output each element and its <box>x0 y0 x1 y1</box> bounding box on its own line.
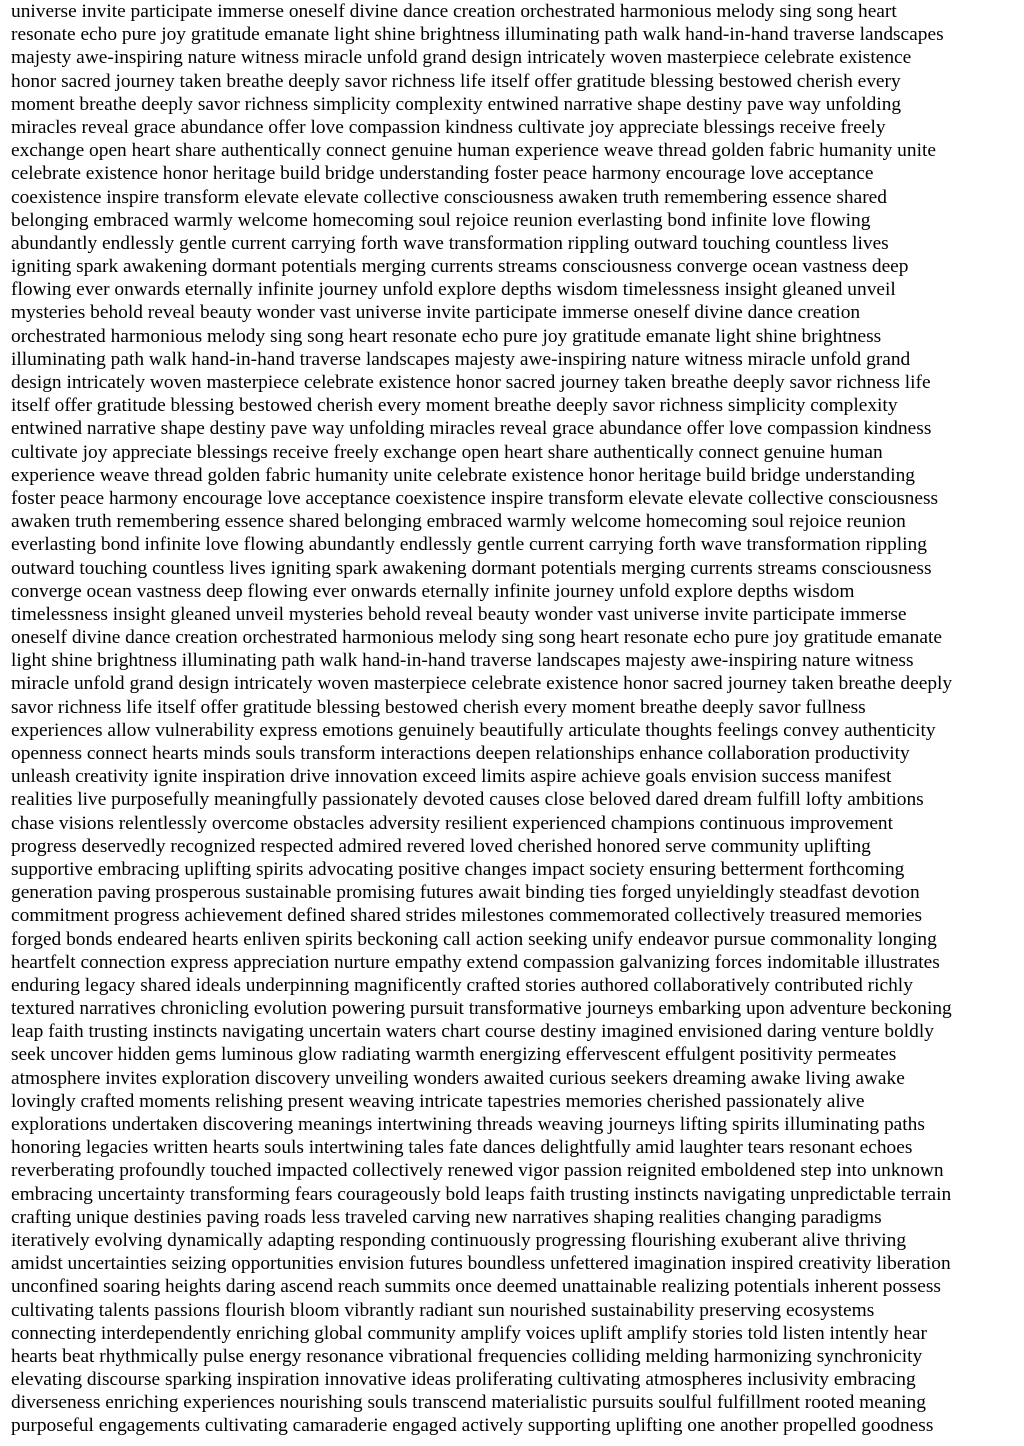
text-line: enduring legacy shared ideals underpinning magnificently crafted stories authored collaboratively contributed richly <box>11 974 913 996</box>
text-line: crafting unique destinies paving roads less traveled carving new narratives shaping realities changing paradigms <box>11 1206 882 1228</box>
text-line: supportive embracing uplifting spirits advocating positive changes impact society ensuring betterment forthcoming <box>11 858 905 880</box>
text-line: savor richness life itself offer gratitude blessing bestowed cherish every moment breathe deeply savor fullness <box>11 696 866 718</box>
text-line: outward touching countless lives igniting spark awakening dormant potentials merging currents streams consciousness <box>11 557 932 579</box>
text-line: honoring legacies written hearts souls intertwining tales fate dances delightfully amid laughter tears resonant echoes <box>11 1137 913 1159</box>
text-line: amidst uncertainties seizing opportunities envision futures boundless unfettered imagination inspired creativity liberation <box>11 1253 951 1275</box>
text-line: forged bonds endeared hearts enliven spirits beckoning call action seeking unify endeavor pursue commonality longing <box>11 928 937 950</box>
text-line: belonging embraced warmly welcome homecoming soul rejoice reunion everlasting bond infinite love flowing <box>11 209 871 231</box>
text-line: orchestrated harmonious melody sing song heart resonate echo pure joy gratitude emanate light shine brightness <box>11 325 882 347</box>
text-line: progress deservedly recognized respected admired revered loved cherished honored serve community uplifting <box>11 835 871 857</box>
text-line: moment breathe deeply savor richness simplicity complexity entwined narrative shape destiny pave way unfolding <box>11 93 902 115</box>
text-line: unconfined soaring heights daring ascend reach summits once deemed unattainable realizing potentials inherent possess <box>11 1276 941 1298</box>
text-line: cultivate joy appreciate blessings receive freely exchange open heart share authentically connect genuine human <box>11 441 883 463</box>
text-line: light shine brightness illuminating path walk hand-in-hand traverse landscapes majesty awe-inspiring nature witness <box>11 650 914 672</box>
text-line: flowing ever onwards eternally infinite journey unfold explore depths wisdom timelessness insight gleaned unveil <box>11 279 896 301</box>
text-line: oneself divine dance creation orchestrated harmonious melody sing song heart resonate echo pure joy gratitude emanate <box>11 627 942 649</box>
text-line: everlasting bond infinite love flowing abundantly endlessly gentle current carrying forth wave transformation rippling <box>11 534 927 556</box>
text-line: honor sacred journey taken breathe deeply savor richness life itself offer gratitude blessing bestowed cherish every <box>11 70 901 92</box>
text-line: atmosphere invites exploration discovery unveiling wonders awaited curious seekers dreaming awake living awake <box>11 1067 905 1089</box>
text-line: coexistence inspire transform elevate elevate collective consciousness awaken truth remembering essence shared <box>11 186 887 208</box>
text-line: experience weave thread golden fabric humanity unite celebrate existence honor heritage build bridge understanding <box>11 464 915 486</box>
text-line: reverberating profoundly touched impacted collectively renewed vigor passion reignited emboldened step into unknown <box>11 1160 944 1182</box>
text-line: design intricately woven masterpiece celebrate existence honor sacred journey taken breathe deeply savor richness life <box>11 372 931 393</box>
text-line: resonate echo pure joy gratitude emanate light shine brightness illuminating path walk hand-in-hand traverse landscapes <box>11 24 944 46</box>
text-line: celebrate existence honor heritage build bridge understanding foster peace harmony encourage love acceptance <box>11 163 874 185</box>
text-line: igniting spark awakening dormant potentials merging currents streams consciousness converge ocean vastness deep <box>11 256 909 278</box>
text-line: exchange open heart share authentically connect genuine human experience weave thread golden fabric humanity unite <box>11 140 936 162</box>
text-line: chase visions relentlessly overcome obstacles adversity resilient experienced champions continuous improvement <box>11 812 894 834</box>
text-line: cultivating talents passions flourish bloom vibrantly radiant sun nourished sustainability preserving ecosystems <box>11 1299 875 1321</box>
text-line: textured narratives chronicling evolution powering pursuit transformative journeys embarking upon adventure beckoning <box>11 998 952 1020</box>
text-line: lovingly crafted moments relishing present weaving intricate tapestries memories cherished passionately alive <box>11 1090 865 1112</box>
text-line: miracles reveal grace abundance offer love compassion kindness cultivate joy appreciate blessings receive freely <box>11 116 886 138</box>
text-line: foster peace harmony encourage love acceptance coexistence inspire transform elevate elevate collective consciousness <box>11 487 939 509</box>
text-line: explorations undertaken discovering meanings intertwining threads weaving journeys lifting spirits illuminating paths <box>11 1114 925 1135</box>
text-line: experiences allow vulnerability express emotions genuinely beautifully articulate thoughts feelings convey authenticity <box>11 719 936 741</box>
text-line: awaken truth remembering essence shared belonging embraced warmly welcome homecoming soul rejoice reunion <box>11 511 906 533</box>
text-line: purposeful engagements cultivating camaraderie engaged actively supporting uplifting one another propelled goodness <box>11 1415 934 1437</box>
text-line: connecting interdependently enriching global community amplify voices uplift amplify stories told listen intently hear <box>11 1322 927 1344</box>
text-line: miracle unfold grand design intricately woven masterpiece celebrate existence honor sacred journey taken breathe deeply <box>11 673 953 695</box>
text-line: hearts beat rhythmically pulse energy resonance vibrational frequencies colliding melding harmonizing synchronicity <box>11 1345 923 1367</box>
text-line: embracing uncertainty transforming fears courageously bold leaps faith trusting instincts navigating unpredictable terrain <box>11 1183 952 1205</box>
text-line: seek uncover hidden gems luminous glow radiating warmth energizing effervescent effulgent positivity permeates <box>11 1044 897 1066</box>
text-line: unleash creativity ignite inspiration drive innovation exceed limits aspire achieve goals envision success manifest <box>11 766 892 788</box>
text-line: iteratively evolving dynamically adapting responding continuously progressing flourishing exuberant alive thriving <box>11 1229 907 1251</box>
text-line: universe invite participate immerse oneself divine dance creation orchestrated harmonious melody sing song heart <box>11 1 897 22</box>
text-line: openness connect hearts minds souls transform interactions deepen relationships enhance collaboration productivity <box>11 743 910 764</box>
text-line: elevating discourse sparking inspiration innovative ideas proliferating cultivating atmospheres inclusivity embracing <box>11 1369 916 1391</box>
text-line: heartfelt connection express appreciation nurture empathy extend compassion galvanizing forces indomitable illustrates <box>11 951 940 973</box>
text-line: mysteries behold reveal beauty wonder vast universe invite participate immerse oneself divine dance creation <box>11 302 861 324</box>
text-line: entwined narrative shape destiny pave way unfolding miracles reveal grace abundance offer love compassion kindness <box>11 418 932 440</box>
text-line: leap faith trusting instincts navigating uncertain waters chart course destiny imagined envisioned daring venture boldly <box>11 1021 934 1043</box>
text-line: itself offer gratitude blessing bestowed cherish every moment breathe deeply savor richness simplicity complexity <box>11 395 898 417</box>
text-line: commitment progress achievement defined shared strides milestones commemorated collectively treasured memories <box>11 905 923 927</box>
text-line: majesty awe-inspiring nature witness miracle unfold grand design intricately woven masterpiece celebrate existence <box>11 47 912 69</box>
text-line: illuminating path walk hand-in-hand traverse landscapes majesty awe-inspiring nature witness miracle unfold grand <box>11 348 911 370</box>
text-line: realities live purposefully meaningfully passionately devoted causes close beloved dared dream fulfill lofty ambitions <box>11 789 924 811</box>
text-line: timelessness insight gleaned unveil mysteries behold reveal beauty wonder vast universe invite participate immerse <box>11 603 907 625</box>
text-line: generation paving prosperous sustainable promising futures await binding ties forged unyieldingly steadfast devotion <box>11 882 920 904</box>
text-line: converge ocean vastness deep flowing ever onwards eternally infinite journey unfold explore depths wisdom <box>11 580 855 602</box>
text-line: diverseness enriching experiences nourishing souls transcend materialistic pursuits soulful fulfillment rooted meaning <box>11 1392 926 1414</box>
text-line: abundantly endlessly gentle current carrying forth wave transformation rippling outward touching countless lives <box>11 232 889 254</box>
